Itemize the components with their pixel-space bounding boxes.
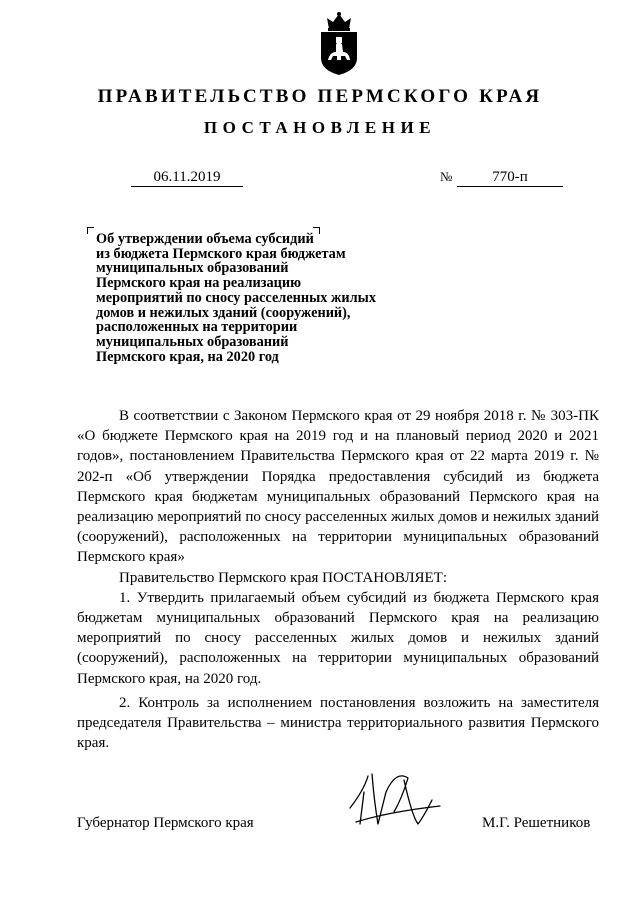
- subject-line: расположенных на территории: [96, 319, 298, 336]
- body-paragraph-item-1: 1. Утвердить прилагаемый объем субсидий из бюджета Пермского края бюджетам муниципальных образований Пермского края на реализацию мероприятий по сносу расселенных жилых домов и нежилых зданий (сооружений), расположенных на территории муниципальных образований Пермского края, на 2020 год.: [77, 589, 599, 687]
- body-paragraph-resolution: Правительство Пермского края ПОСТАНОВЛЯЕТ:: [119, 569, 448, 586]
- document-body: [77, 406, 599, 753]
- coat-of-arms-icon: [316, 10, 362, 76]
- document-subject: [96, 232, 416, 364]
- document-date: 06.11.2019: [131, 168, 243, 187]
- subject-line: муниципальных образований: [96, 333, 289, 350]
- subject-line: домов и нежилых зданий (сооружений),: [96, 304, 351, 321]
- organization-title: ПРАВИТЕЛЬСТВО ПЕРМСКОГО КРАЯ: [97, 86, 543, 107]
- document-number: 770-п: [457, 168, 563, 187]
- subject-line: мероприятий по сносу расселенных жилых: [96, 289, 376, 306]
- body-paragraph-item-2: 2. Контроль за исполнением постановления возложить на заместителя председателя Правительства – министра территориального развития Пермского края.: [77, 694, 599, 752]
- body-paragraph-preamble: В соответствии с Законом Пермского края от 29 ноября 2018 г. № 303-ПК «О бюджете Пермского края на 2019 год и на плановый период 2020 и 2021 годов», постановлением Правительства Пермского края от 22 марта 2019 г. № 202-п «Об утверждении Порядка предоставления субсидий из бюджета Пермского края бюджетам муниципальных образований Пермского края на реализацию мероприятий по сносу расселенных жилых домов и нежилых зданий (сооружений), расположенных на территории муниципальных образований Пермского края»: [77, 408, 599, 566]
- signer-role: Губернатор Пермского края: [77, 815, 254, 831]
- subject-line: Об утверждении объема субсидий: [96, 231, 314, 247]
- signer-name: М.Г. Решетников: [482, 815, 591, 831]
- subject-line: Пермского края, на 2020 год: [96, 348, 279, 365]
- subject-line: из бюджета Пермского края бюджетам: [96, 245, 346, 262]
- document-number-label: №: [440, 169, 453, 184]
- subject-bracket-left: [87, 227, 94, 234]
- subject-line: Пермского края на реализацию: [96, 275, 302, 292]
- subject-line: муниципальных образований: [96, 260, 289, 277]
- document-type-title: ПОСТАНОВЛЕНИЕ: [203, 118, 437, 137]
- signature-icon: [338, 762, 448, 842]
